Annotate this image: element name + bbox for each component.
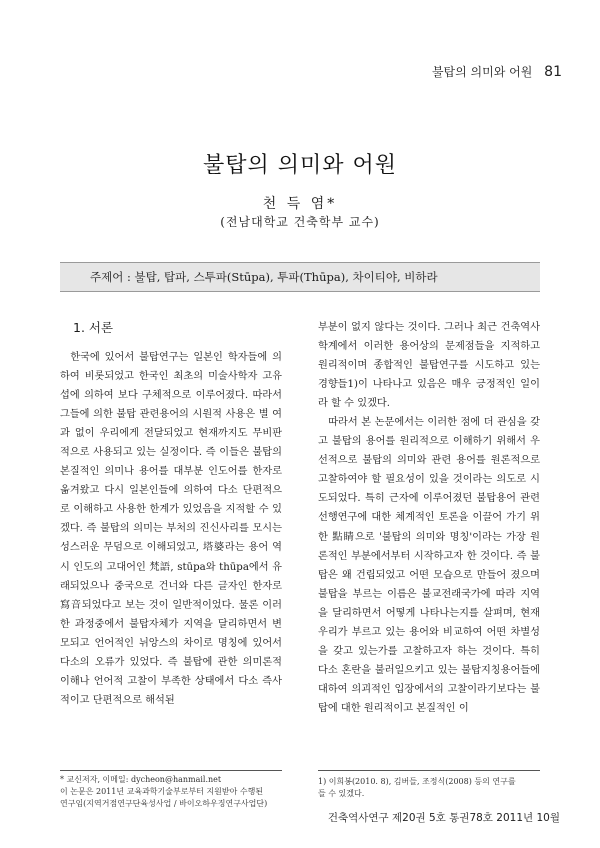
footnote-line: 이 논문은 2011년 교육과학기술부로부터 지원받아 수행된 [60,787,264,796]
right-column [318,318,540,718]
paper-title: 불탑의 의미와 어원 [202,153,397,178]
running-header-title: 불탑의 의미와 어원 [431,65,533,79]
left-column [60,318,282,710]
journal-footer: 건축역사연구 제20권 5호 통권78호 2011년 10월 [327,812,560,824]
body-paragraph: 부분이 없지 않다는 것이다. 그러나 최근 건축역사학계에서 이러한 용어상의 문제점들을 지적하고 원리적이며 종합적인 불탑연구를 시도하고 있는 경향들1)이 나타나고 있음은 매우 긍정적인 일이라 할 수 있겠다. [318,322,540,410]
running-header [432,63,562,80]
body-paragraph: 따라서 본 논문에서는 이러한 점에 더 관심을 갖고 불탑의 용어를 원리적으로 이해하기 위해서 우선적으로 불탑의 의미와 관련 용어를 원론적으로 고찰하여야 할 필요성이 있을 것이라는 의도로 시도되었다. 특히 근자에 이루어졌던 불탑용어 관련 선행연구에 대한 체계적인 토론을 이끌어 가기 위한 點睛으로 '불탑의 의미와 명칭'이라는 가장 원론적인 부분에서부터 시작하고자 한 것이다. 즉 불탑은 왜 건립되었고 어떤 모습으로 만들어 졌으며 불탑을 부르는 이름은 불교전래국가에 따라 지역을 달리하면서 어떻게 나타나는지를 살펴며, 현재 우리가 부르고 있는 용어와 비교하여 어떤 차별성을 갖고 있는가를 고찰하고자 하는 것이다. 특히 다소 혼란을 불러일으키고 있는 불탑지칭용어들에 대하여 의괴적인 입장에서의 고찰이라기보다는 불탑에 대한 원리적이고 본질적인 이 [318,417,540,714]
section-heading: 1. 서론 [73,320,114,335]
footnotes-left [60,770,282,810]
body-paragraph: 한국에 있어서 불탑연구는 일본인 학자들에 의하여 비롯되었고 한국인 최초의 미술사학자 고유섭에 의하여 보다 구체적으로 이루어졌다. 따라서 그들에 의한 불탑 관련용어의 시원적 사용은 별 여과 없이 우리에게 전달되었고 현재까지도 무비판적으로 사용되고 있는 실정이다. 즉 이들은 불탑의 본질적인 의미나 용어를 대부분 인도어를 한자로 옮겨왔고 다시 일본인들에 의하여 다소 단편적으로 이해하고 사용한 한계가 있었음을 지적할 수 있겠다. 즉 불탑의 의미는 부처의 진신사리를 모시는 성스러운 무덤으로 이해되었고, 塔婆라는 용어 역시 인도의 고대어인 梵語, stūpa와 thūpa에서 유래되었으나 중국으로 건너와 다른 글자인 한자로 寫音되었다고 보는 것이 일반적이었다. 물론 이러한 과정중에서 불탑자체가 지역을 달리하면서 변모되고 언어적인 뉘앙스의 차이로 명칭에 있어서 다소의 오류가 있었다. 즉 불탑에 관한 의미론적 이해나 언어적 고찰이 부족한 상태에서 다소 즉사적이고 단편적으로 해석된 [60,352,282,706]
footnote-line: 연구임(지역거점연구단육성사업 / 바이오하우징연구사업단) [60,799,268,808]
footnote-line: * 교신저자, 이메일: dycheon@hanmail.net [60,775,222,784]
footnotes-right [318,770,540,800]
keywords-box: 주제어 : 불탑, 탑파, 스투파(Stūpa), 투파(Thūpa), 차이티야, 비하라 [60,262,540,292]
footnote-line: 1) 이희봉(2010. 8), 김버들, 조정식(2008) 등의 연구를 [318,777,516,786]
footnote-line: 들 수 있겠다. [318,789,365,798]
author-affiliation: (전남대학교 건축학부 교수) [220,215,380,229]
author-name: 천 득 염* [262,196,338,212]
page-number: 81 [544,64,562,80]
